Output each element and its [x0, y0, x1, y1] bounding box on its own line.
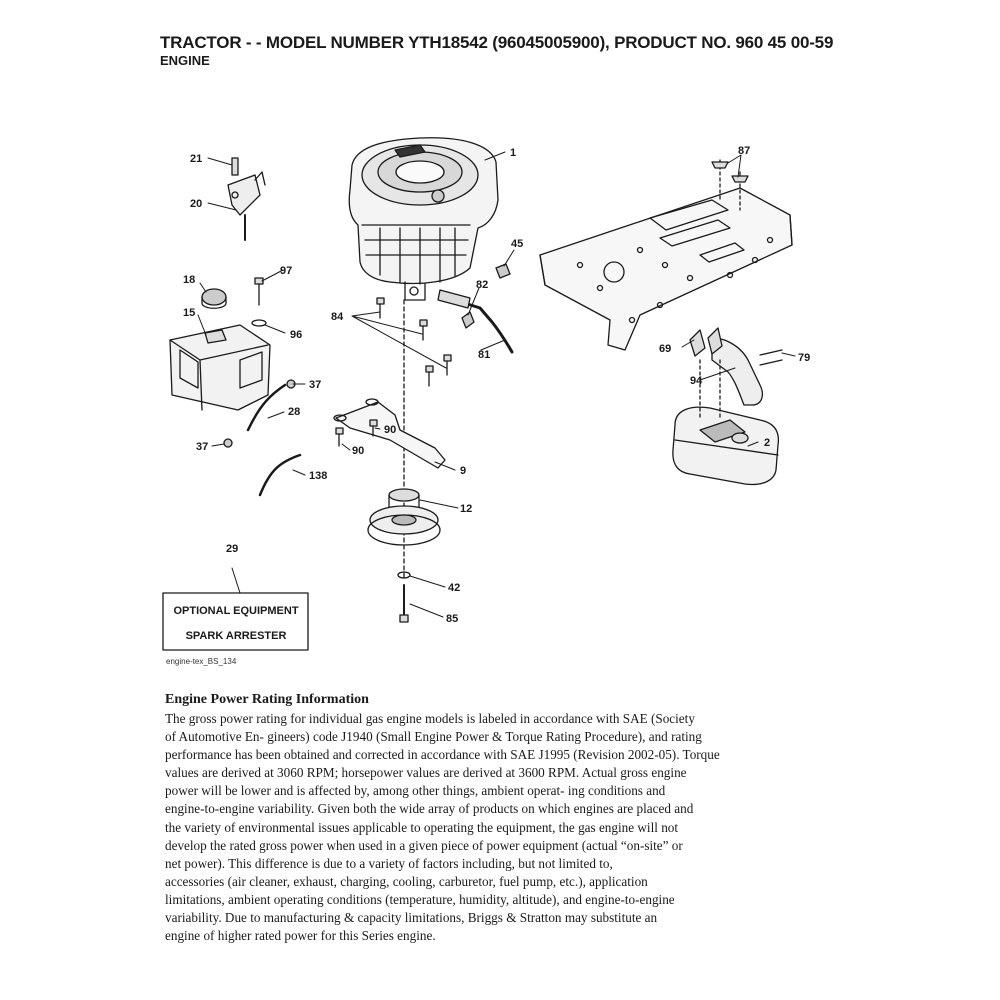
info-line: the variety of environmental issues applicable to operating the equipment, the gas engine will not [165, 819, 679, 835]
page-title: TRACTOR - - MODEL NUMBER YTH18542 (96045005900), PRODUCT NO. 960 45 00-59 [160, 33, 834, 52]
callout-37-bottom: 37 [196, 441, 209, 453]
info-line: values are derived at 3060 RPM; horsepower values are derived at 3600 RPM. Actual gross engine [165, 765, 687, 781]
callout-9: 9 [460, 465, 467, 477]
info-line: power will be lower and is affected by, among other things, ambient operat- ing conditions and [165, 783, 666, 799]
callout-87: 87 [738, 145, 751, 157]
callout-1: 1 [510, 147, 517, 159]
callout-84: 84 [331, 311, 344, 323]
chassis-frame [540, 160, 792, 350]
callout-37-top: 37 [309, 379, 322, 391]
callout-94: 94 [690, 375, 703, 387]
bolt-85 [398, 572, 410, 622]
callout-90-lower: 90 [352, 445, 365, 457]
callout-79: 79 [798, 352, 811, 364]
callout-18: 18 [183, 274, 196, 286]
engine-illustration [349, 138, 498, 300]
muffler-assembly [673, 328, 782, 484]
info-line: limitations, ambient operating conditions (temperature, humidity, altitude), and engine-to-engine [165, 891, 675, 907]
optional-equipment-label: OPTIONAL EQUIPMENT [173, 605, 299, 617]
info-line: of Automotive En- gineers) code J1940 (Small Engine Power & Torque Rating Procedure), and rating [165, 729, 702, 745]
callout-81: 81 [478, 349, 491, 361]
info-heading: Engine Power Rating Information [165, 692, 369, 707]
info-line: net power). This difference is due to a variety of factors including, but not limited to, [165, 855, 613, 871]
callout-97: 97 [280, 265, 293, 277]
callout-45: 45 [511, 238, 524, 250]
callout-2: 2 [764, 437, 771, 449]
info-line: variability. Due to manufacturing & capacity limitations, Briggs & Stratton may substitute an [165, 910, 658, 926]
page-subtitle: ENGINE [160, 53, 210, 68]
callout-29: 29 [226, 543, 239, 555]
info-line: engine of higher rated power for this Series engine. [165, 928, 436, 944]
throttle-control [228, 158, 265, 240]
spark-arrester-label: SPARK ARRESTER [185, 630, 287, 642]
info-line: performance has been obtained and corrected in accordance with SAE J1995 (Revision 2002-05). Torque [165, 747, 720, 763]
callout-138: 138 [309, 470, 328, 482]
callout-85: 85 [446, 613, 459, 625]
callout-28: 28 [288, 406, 301, 418]
figure-reference: engine-tex_BS_134 [166, 657, 237, 666]
callout-96: 96 [290, 329, 303, 341]
callout-82: 82 [476, 279, 489, 291]
pulley-12 [368, 489, 440, 545]
callout-42: 42 [448, 582, 461, 594]
info-line: engine-to-engine variability. Given both the wide array of products on which engines are placed and [165, 801, 694, 817]
info-line: accessories (air cleaner, exhaust, charging, cooling, carburetor, fuel pump, etc.), application [165, 873, 648, 889]
info-line: develop the rated gross power when used in a given piece of power equipment (actual “on-site” or [165, 837, 683, 853]
info-line: The gross power rating for individual gas engine models is labeled in accordance with SAE (Society [165, 711, 695, 726]
callout-20: 20 [190, 198, 203, 210]
callout-12: 12 [460, 503, 473, 515]
callout-21: 21 [190, 153, 203, 165]
bolt-97 [252, 278, 266, 326]
callout-69: 69 [659, 343, 672, 355]
callout-15: 15 [183, 307, 196, 319]
info-body [165, 710, 815, 945]
callout-90-upper: 90 [384, 424, 397, 436]
